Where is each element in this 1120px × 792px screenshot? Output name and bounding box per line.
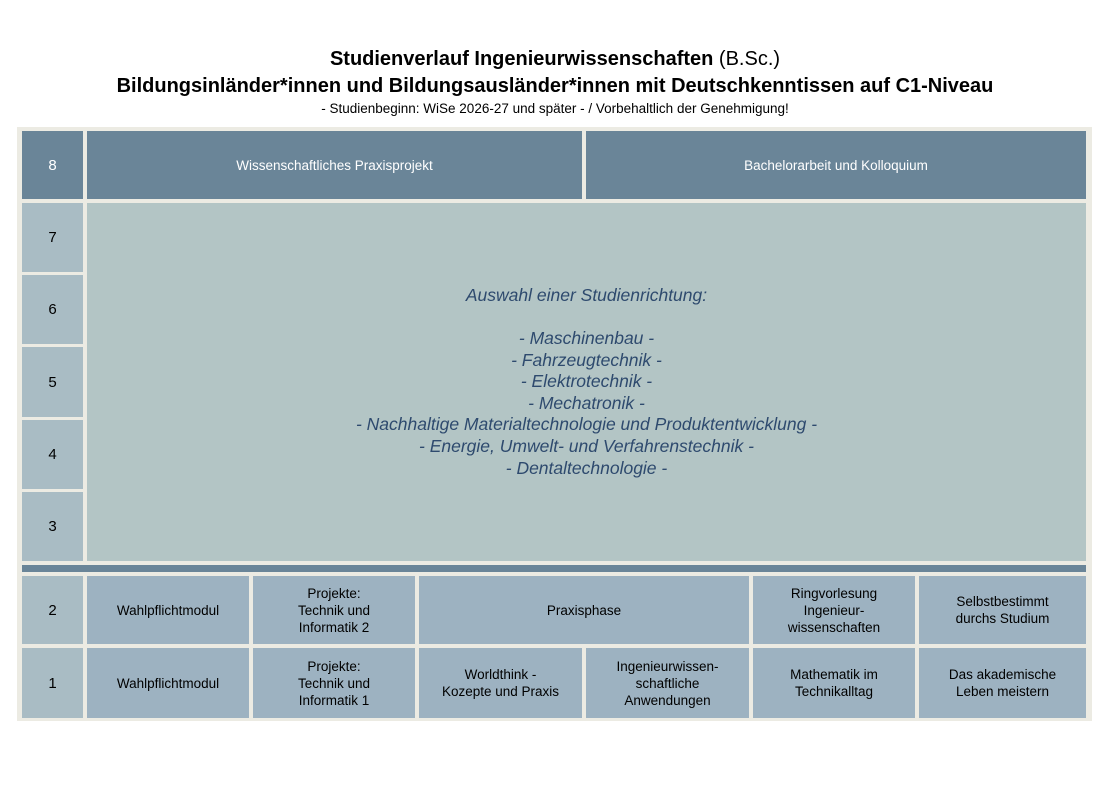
page-title-main: Studienverlauf Ingenieurwissenschaften: [329, 48, 714, 70]
studienrichtung-item: - Fahrzeugtechnik -: [511, 349, 662, 370]
page-title-degree: (B.Sc.): [713, 48, 781, 70]
studienrichtung-item: - Dentaltechnologie -: [505, 457, 668, 478]
studienrichtung-item: - Elektrotechnik -: [520, 371, 653, 392]
module-praxisprojekt: Wissenschaftliches Praxisprojekt: [87, 131, 582, 199]
module-projekte-2: Projekte: Technik und Informatik 2: [253, 576, 415, 644]
module-akademisch: Das akademische Leben meistern: [919, 648, 1086, 718]
semester-8-label: 8: [22, 131, 83, 199]
module-wahlpflicht-1: Wahlpflichtmodul: [87, 648, 249, 718]
module-worldthink: Worldthink - Kozepte und Praxis: [419, 648, 582, 718]
page-title: [0, 46, 1110, 72]
module-anwendungen: Ingenieurwissen- schaftliche Anwendungen: [586, 648, 749, 718]
module-projekte-1: Projekte: Technik und Informatik 1: [253, 648, 415, 718]
studienrichtung-block: [87, 203, 1086, 561]
module-bachelorarbeit: Bachelorarbeit und Kolloquium: [586, 131, 1086, 199]
page-subtitle: Bildungsinländer*innen und Bildungsausländer*innen mit Deutschkenntissen auf C1-Niveau: [116, 75, 994, 97]
semester-4-label: 4: [22, 420, 83, 489]
phase-divider: [22, 565, 1086, 572]
module-mathematik: Mathematik im Technikalltag: [753, 648, 915, 718]
studienrichtung-heading: Auswahl einer Studienrichtung:: [465, 284, 708, 305]
semester-1-label: 1: [22, 648, 83, 718]
studienrichtung-item: - Mechatronik -: [528, 392, 645, 413]
module-selbstbestimmt: Selbstbestimmt durchs Studium: [919, 576, 1086, 644]
semester-3-label: 3: [22, 492, 83, 561]
studienrichtung-item: - Nachhaltige Materialtechnologie und Produktentwicklung -: [355, 414, 818, 435]
module-praxisphase: Praxisphase: [419, 576, 749, 644]
semester-2-label: 2: [22, 576, 83, 644]
studienrichtung-item: - Energie, Umwelt- und Verfahrenstechnik -: [419, 435, 754, 456]
semester-7-label: 7: [22, 203, 83, 272]
semester-6-label: 6: [22, 275, 83, 344]
module-wahlpflicht-2: Wahlpflichtmodul: [87, 576, 249, 644]
page-note: - Studienbeginn: WiSe 2026-27 und später - / Vorbehaltlich der Genehmigung!: [321, 101, 789, 116]
semester-5-label: 5: [22, 347, 83, 417]
module-ringvorlesung: Ringvorlesung Ingenieur- wissenschaften: [753, 576, 915, 644]
studienrichtung-item: - Maschinenbau -: [518, 328, 655, 349]
